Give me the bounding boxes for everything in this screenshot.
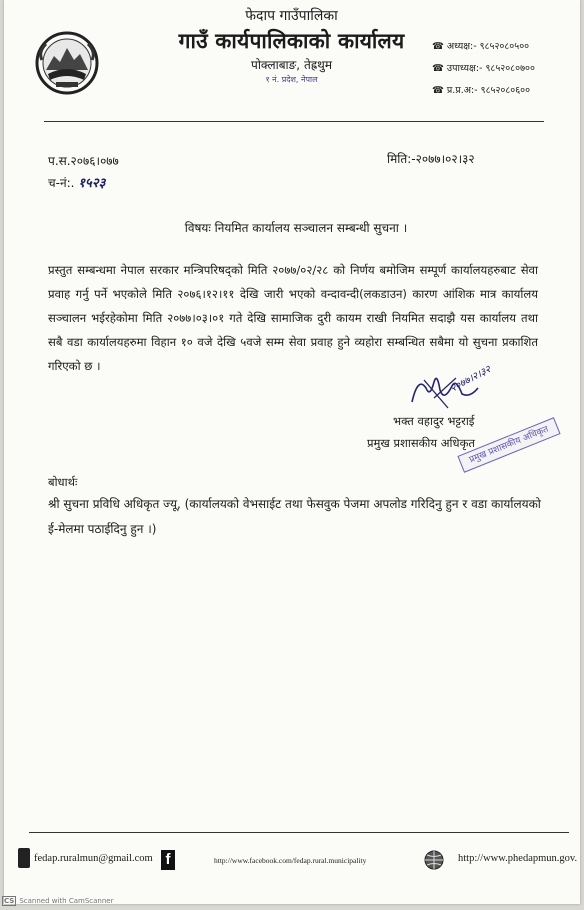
phone-number: ९८५२०८०५००: [479, 41, 530, 52]
facebook-icon: f: [161, 850, 175, 870]
camscanner-logo-icon: CS: [4, 897, 15, 905]
phone-icon: ☎: [432, 63, 447, 74]
municipality-name: फेदाप गाउँपालिका: [245, 8, 338, 24]
letter-date: मिति:-२०७७।०२।३२: [387, 152, 475, 166]
attention-label: बोधार्थः: [48, 475, 78, 489]
dispatch-number: १५२३: [78, 176, 106, 191]
email-icon: [18, 848, 30, 868]
phone-number: ९८५२०८०६००: [480, 85, 531, 96]
letter-subject: विषयः नियमित कार्यालय सञ्चालन सम्बन्धी सुचना ।: [184, 221, 408, 235]
office-stamp-text: १ नं. प्रदेश, नेपाल: [265, 75, 318, 84]
reference-block: [48, 150, 119, 195]
letter-page: [4, 0, 580, 904]
footer-divider: [29, 832, 569, 833]
nepal-government-emblem-icon: [34, 30, 100, 96]
signer-name: भक्त वहादुर भट्टराई: [393, 414, 475, 428]
signer-title: प्रमुख प्रशासकीय अधिकृत: [367, 436, 475, 450]
phone-number: ९८५२०८०७००: [485, 63, 535, 74]
contact-row: ☎ उपाध्यक्ष:- ९८५२०८०७००: [432, 63, 535, 74]
contact-row: ☎ प्र.प्र.अ:- ९८५२०८०६००: [432, 85, 531, 96]
attention-text: श्री सुचना प्रविधि अधिकृत ज्यू, (कार्यालयको वेभसाईट तथा फेसवुक पेजमा अपलोड गरिदिनु हुन र वडा कार्यालयको ई-मेलमा पठाईदिनु हुन ।): [48, 497, 541, 536]
footer-website: http://www.phedapmun.gov.: [458, 853, 578, 864]
contact-numbers: [432, 36, 535, 102]
header-divider: [44, 121, 544, 122]
phone-icon: ☎: [432, 41, 447, 52]
fiscal-year: प.स.२०७६।०७७: [48, 154, 119, 168]
letter-footer: [18, 848, 584, 874]
dispatch-number-line: [48, 172, 119, 195]
letter-body: प्रस्तुत सम्बन्धमा नेपाल सरकार मन्त्रिपरिषद्को मिति २०७७/०२/२८ को निर्णय बमोजिम सम्पूर्ण कार्यालयहरुबाट सेवा प्रवाह गर्नु पर्ने भएकोले मिति २०७६।१२।११ देखि जारी भएको वन्दावन्दी(लकडाउन) कारण आंशिक मात्र कार्यालय सञ्चालन भईरहेकोमा मिति २०७७।०३।०१ गते देखि सामाजिक दुरी कायम राखी नियमित सदाझै यस कार्यालय तथा सबै वडा कार्यालयहरुमा विहान १० वजे देखि ५वजे सम्म सेवा प्रवाह हुने व्यहोरा सम्बन्धित सबैमा यो सुचना प्रकाशित गरिएको छ ।: [48, 263, 538, 373]
office-address: पोक्लाबाङ, तेह्रथुम: [251, 58, 332, 72]
footer-email: fedap.ruralmun@gmail.com: [34, 853, 153, 864]
footer-facebook: http://www.facebook.com/fedap.rural.municipality: [214, 856, 367, 865]
dispatch-label: च-नं:.: [48, 176, 75, 190]
scanner-watermark: CS Scanned with CamScanner: [4, 897, 114, 905]
globe-icon: [423, 849, 445, 871]
official-stamp: प्रमुख प्रशासकीय अधिकृत: [457, 417, 560, 473]
office-name: गाउँ कार्यपालिकाको कार्यालय: [178, 29, 405, 53]
letterhead: [154, 4, 429, 85]
signature-date: २०७७।२।३२: [448, 364, 493, 395]
phone-icon: ☎: [432, 85, 447, 96]
contact-row: ☎ अध्यक्ष:- ९८५२०८०५००: [432, 41, 530, 52]
